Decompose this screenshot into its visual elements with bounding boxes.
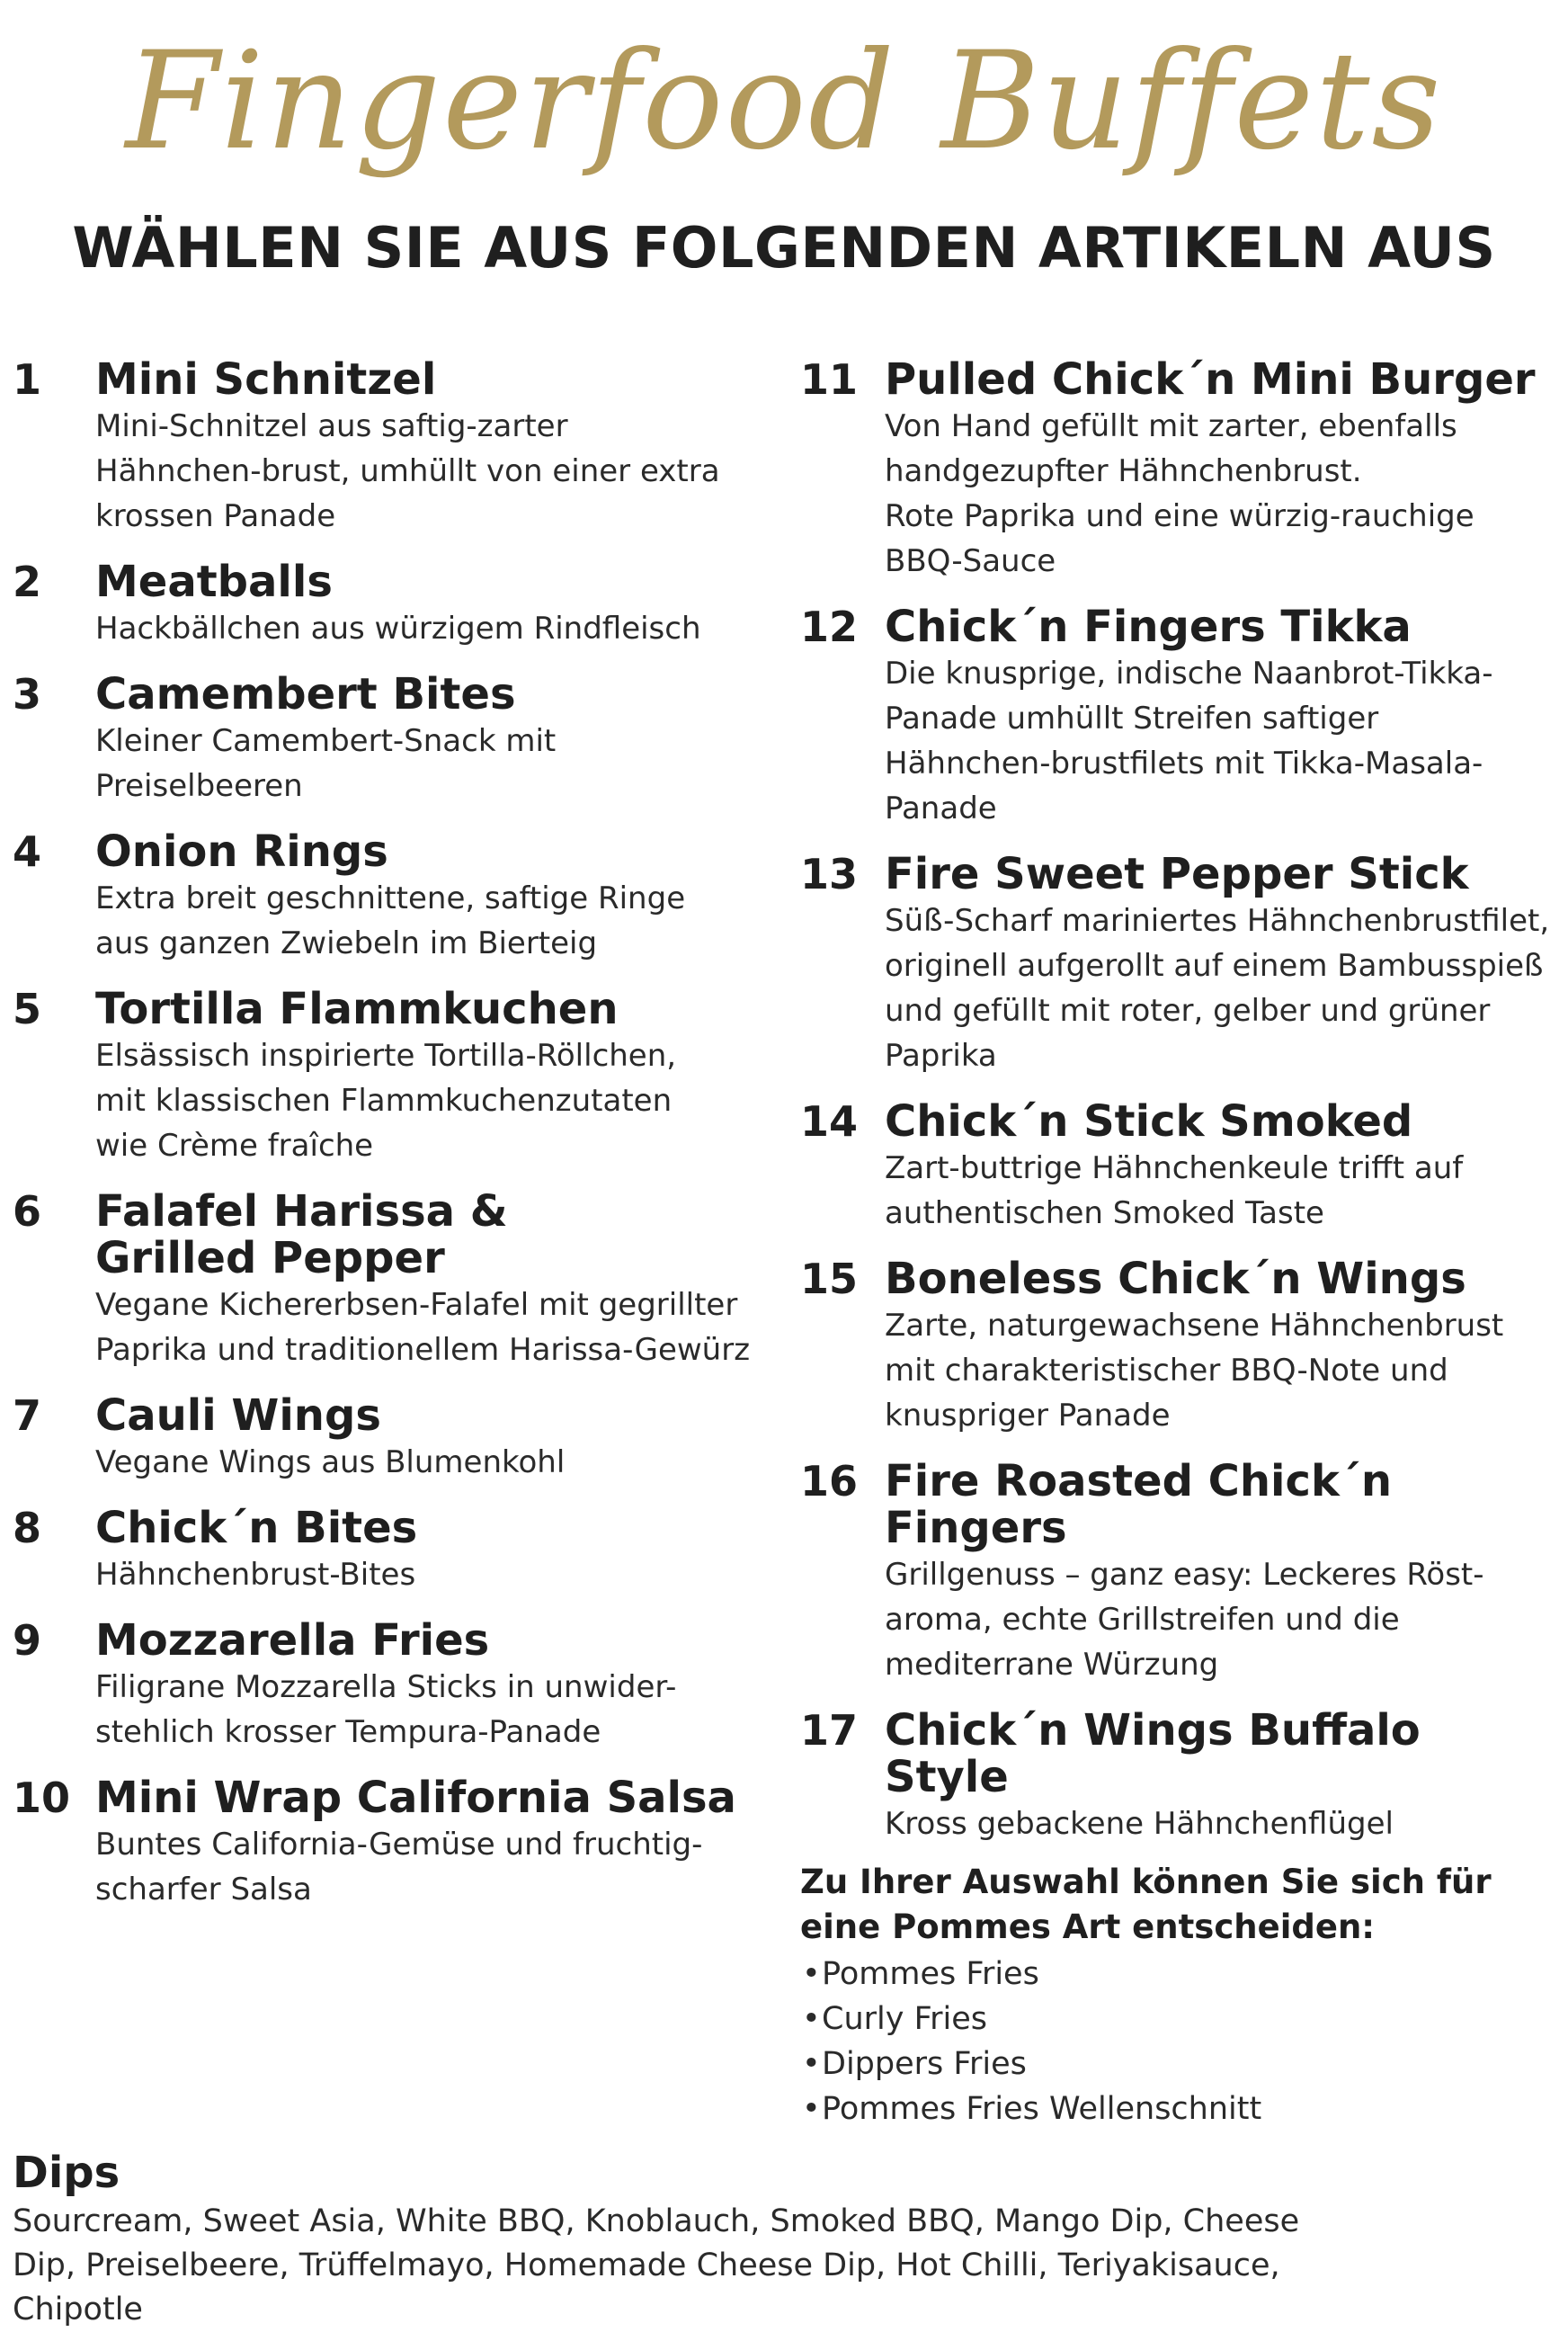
fries-options-list — [800, 1952, 1555, 2131]
fries-option-label: Pommes Fries — [822, 1956, 1039, 1992]
fries-option — [800, 2086, 1555, 2131]
item-name: Boneless Chick´n Wings — [885, 1254, 1466, 1304]
item-number: 7 — [13, 1391, 42, 1440]
item-name: Chick´n Fingers Tikka — [885, 602, 1412, 652]
item-description: Buntes California-Gemüse und fruchtig-scharfer Salsa — [95, 1827, 703, 1908]
item-name: Onion Rings — [95, 826, 388, 877]
item-number: 1 — [13, 355, 42, 404]
bullet-icon: • — [802, 2001, 821, 2037]
fries-option — [800, 1952, 1555, 1997]
menu-item-1 — [13, 353, 777, 539]
item-number: 11 — [800, 355, 859, 404]
item-number: 6 — [13, 1187, 42, 1236]
item-description: Von Hand gefüllt mit zarter, ebenfalls handgezupfter Hähnchenbrust. — [885, 408, 1457, 489]
item-name: Mozzarella Fries — [95, 1615, 490, 1666]
item-number: 5 — [13, 985, 42, 1033]
menu-item-8 — [13, 1501, 777, 1597]
item-name: Meatballs — [95, 557, 333, 607]
fries-title-line2: eine Pommes Art entscheiden: — [800, 1908, 1376, 1946]
item-description: Vegane Wings aus Blumenkohl — [95, 1444, 566, 1480]
menu-item-6 — [13, 1184, 777, 1372]
item-name: Camembert Bites — [95, 669, 516, 719]
item-number: 3 — [13, 670, 42, 719]
fries-choice — [800, 1860, 1555, 2131]
item-name: Fire Sweet Pepper Stick — [885, 849, 1469, 899]
item-number: 13 — [800, 850, 859, 898]
menu-item-12 — [800, 600, 1555, 831]
item-description: Grillgenuss – ganz easy: Leckeres Röst-aroma, echte Grillstreifen und die mediterrane Würzung — [885, 1557, 1484, 1683]
item-description: Kross gebackene Hähnchenflügel — [885, 1806, 1394, 1842]
fries-title-line1: Zu Ihrer Auswahl können Sie sich für — [800, 1863, 1492, 1901]
item-name: Pulled Chick´n Mini Burger — [885, 354, 1536, 405]
fries-option — [800, 2042, 1555, 2086]
item-number: 10 — [13, 1774, 71, 1822]
item-name: Fire Roasted Chick´n Fingers — [885, 1456, 1393, 1553]
item-description: Die knusprige, indische Naanbrot-Tikka-Panade umhüllt Streifen saftiger Hähnchen-brustfilets mit Tikka-Masala-Panade — [885, 656, 1493, 826]
item-description: Mini-Schnitzel aus saftig-zarter Hähnchen-brust, umhüllt von einer extra krossen Panade — [95, 408, 720, 534]
item-number: 9 — [13, 1616, 42, 1665]
item-number: 14 — [800, 1097, 859, 1146]
item-number: 4 — [13, 827, 42, 876]
item-number: 8 — [13, 1504, 42, 1552]
menu-item-4 — [13, 825, 777, 966]
fries-option — [800, 1997, 1555, 2042]
menu-item-9 — [13, 1613, 777, 1755]
item-name: Chick´n Stick Smoked — [885, 1096, 1413, 1147]
item-name: Chick´n Wings Buffalo Style — [885, 1705, 1421, 1802]
item-description: Extra breit geschnittene, saftige Ringe aus ganzen Zwiebeln im Bierteig — [95, 880, 686, 961]
fries-option-label: Pommes Fries Wellenschnitt — [822, 2091, 1262, 2127]
page-subtitle: WÄHLEN SIE AUS FOLGENDEN ARTIKELN AUS — [72, 215, 1496, 281]
dips-title: Dips — [13, 2148, 120, 2198]
menu-item-2 — [13, 555, 777, 651]
dips-section — [13, 2148, 1550, 2332]
item-number: 17 — [800, 1706, 859, 1755]
bullet-icon: • — [802, 2046, 821, 2082]
item-name: Falafel Harissa & Grilled Pepper — [95, 1186, 508, 1283]
item-name: Mini Wrap California Salsa — [95, 1773, 736, 1823]
item-name: Mini Schnitzel — [95, 354, 437, 405]
item-name: Cauli Wings — [95, 1390, 381, 1441]
item-name: Chick´n Bites — [95, 1503, 418, 1553]
item-description: Elsässisch inspirierte Tortilla-Röllchen, mit klassischen Flammkuchenzutaten wie Crème fraîche — [95, 1038, 677, 1164]
bullet-icon: • — [802, 1956, 821, 1992]
menu-item-11 — [800, 353, 1555, 584]
item-number: 16 — [800, 1457, 859, 1506]
menu-item-10 — [13, 1771, 777, 1912]
menu-item-14 — [800, 1095, 1555, 1236]
item-number: 2 — [13, 558, 42, 606]
item-name: Tortilla Flammkuchen — [95, 984, 619, 1034]
menu-item-16 — [800, 1454, 1555, 1687]
dips-list: Sourcream, Sweet Asia, White BBQ, Knoblauch, Smoked BBQ, Mango Dip, Cheese Dip, Preiselbeere, Trüffelmayo, Homemade Cheese Dip, Hot Chilli, Teriyakisauce, Chipotle — [13, 2203, 1300, 2328]
fries-option-label: Curly Fries — [822, 2001, 988, 2037]
menu-column-right — [800, 353, 1555, 1846]
item-description: Hähnchenbrust-Bites — [95, 1557, 416, 1593]
menu-item-17 — [800, 1703, 1555, 1846]
script-title: Fingerfood Buffets — [125, 23, 1443, 180]
item-number: 15 — [800, 1255, 859, 1303]
item-description: Filigrane Mozzarella Sticks in unwider-stehlich krosser Tempura-Panade — [95, 1669, 677, 1750]
item-description: Zart-buttrige Hähnchenkeule trifft auf authentischen Smoked Taste — [885, 1150, 1464, 1231]
menu-item-5 — [13, 982, 777, 1168]
item-description: Vegane Kichererbsen-Falafel mit gegrillter Paprika und traditionellem Harissa-Gewürz — [95, 1287, 751, 1368]
bullet-icon: • — [802, 2091, 821, 2127]
menu-item-13 — [800, 847, 1555, 1078]
fries-option-label: Dippers Fries — [822, 2046, 1027, 2082]
item-number: 12 — [800, 603, 859, 651]
item-description: Süß-Scharf mariniertes Hähnchenbrustfilet, originell aufgerollt auf einem Bambusspieß und gefüllt mit roter, gelber und grüner Paprika — [885, 903, 1550, 1074]
item-description: Hackbällchen aus würzigem Rindfleisch — [95, 611, 701, 647]
menu-item-7 — [13, 1389, 777, 1485]
item-description: Zarte, naturgewachsene Hähnchenbrust mit charakteristischer BBQ-Note und knuspriger Panade — [885, 1308, 1504, 1434]
menu-column-left — [13, 353, 777, 1912]
menu-item-15 — [800, 1252, 1555, 1438]
item-description: Kleiner Camembert-Snack mit Preiselbeeren — [95, 723, 557, 804]
menu-item-3 — [13, 667, 777, 809]
item-description-extra: Rote Paprika und eine würzig-rauchige BBQ-Sauce — [885, 498, 1474, 579]
